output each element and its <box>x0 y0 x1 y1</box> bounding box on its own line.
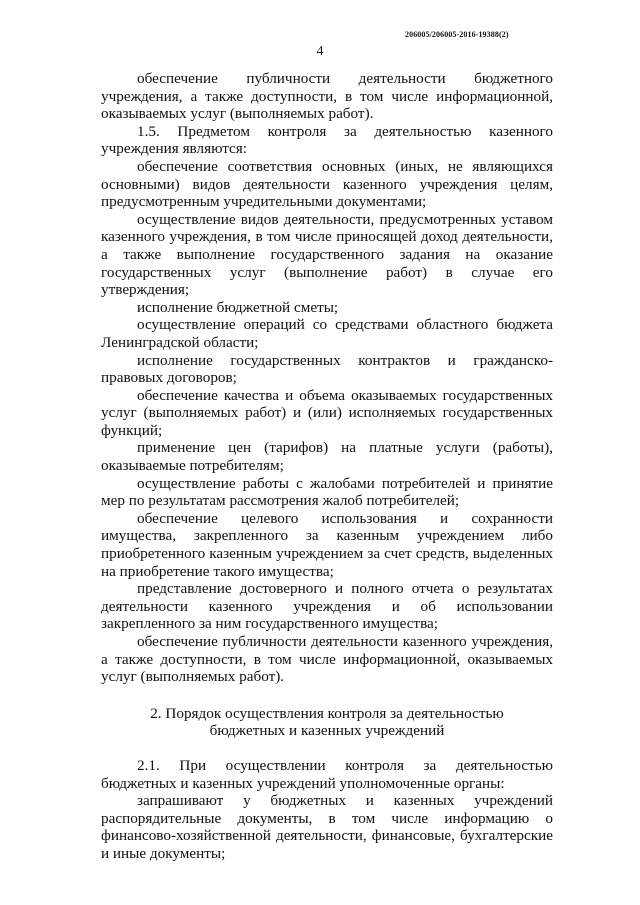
paragraph: обеспечение целевого использования и сохранности имущества, закрепленного за казенным учреждением либо приобретенного казенным учреждением за счет средств, выделенных на приобретение такого имущества; <box>101 509 553 580</box>
paragraph: запрашивают у бюджетных и казенных учреждений распорядительные документы, в том числе информацию о финансово-хозяйственной деятельности, финансовые, бухгалтерские и иные документы; <box>101 792 553 862</box>
paragraph: обеспечение качества и объема оказываемых государственных услуг (выполняемых работ) и (или) исполняемых государственных функций; <box>101 386 553 439</box>
paragraph: исполнение бюджетной сметы; <box>137 298 339 316</box>
paragraph: осуществление операций со средствами областного бюджета Ленинградской области; <box>101 316 553 351</box>
paragraph: обеспечение публичности деятельности казенного учреждения, а также доступности, в том числе информационной, оказываемых услуг (выполняемых работ). <box>101 633 553 686</box>
paragraph: осуществление видов деятельности, предусмотренных уставом казенного учреждения, в том числе приносящей доход деятельности, а также выполнение государственного задания на оказание государственных услуг (выполнение работ) в случае его утверждения; <box>101 210 553 299</box>
paragraph: осуществление работы с жалобами потребителей и принятие мер по результатам рассмотрения жалоб потребителей; <box>101 474 553 510</box>
section-heading-line-2: бюджетных и казенных учреждений <box>209 722 445 740</box>
paragraph: исполнение государственных контрактов и гражданско-правовых договоров; <box>101 351 553 387</box>
paragraph: 1.5. Предметом контроля за деятельностью казенного учреждения являются: <box>101 122 553 158</box>
paragraph: обеспечение соответствия основных (иных, не являющихся основными) видов деятельности казенного учреждения целям, предусмотренным учредительными документами; <box>101 157 553 211</box>
paragraph: применение цен (тарифов) на платные услуги (работы), оказываемые потребителям; <box>101 439 553 475</box>
paragraph: 2.1. При осуществлении контроля за деятельностью бюджетных и казенных учреждений уполномоченные органы: <box>101 756 553 792</box>
section-heading-line-1: 2. Порядок осуществления контроля за деятельностью <box>150 704 504 722</box>
paragraph: обеспечение публичности деятельности бюджетного учреждения, а также доступности, в том числе информационной, оказываемых услуг (выполняемых работ). <box>101 70 553 123</box>
document-body <box>101 70 553 863</box>
document-number: 206005/206005-2016-19388(2) <box>405 30 509 39</box>
page-number: 4 <box>316 44 324 59</box>
paragraph: представление достоверного и полного отчета о результатах деятельности казенного учреждения и об использовании закрепленного за ним государственного имущества; <box>101 580 553 633</box>
